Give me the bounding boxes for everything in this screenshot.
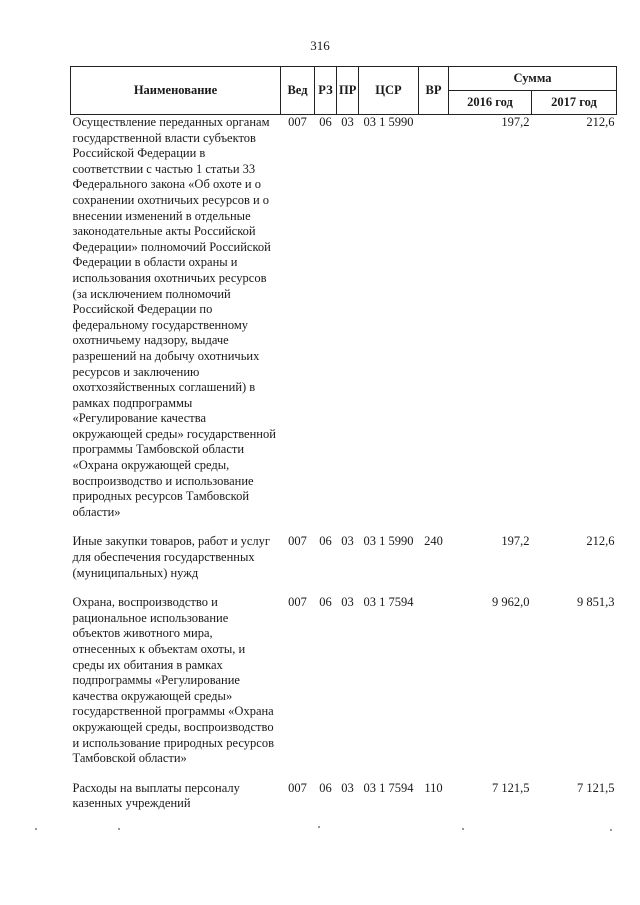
row-pr: 03 bbox=[341, 534, 354, 549]
row-ved: 007 bbox=[288, 534, 307, 549]
row-csr: 03 1 7594 bbox=[363, 780, 414, 795]
row-name: Иные закупки товаров, работ и услуг для обеспечения государственных (муниципальных) нужд bbox=[72, 534, 271, 580]
row-vr: 240 bbox=[424, 534, 443, 549]
row-name: Расходы на выплаты персоналу казенных учреждений bbox=[72, 780, 240, 811]
row-sum-2017: 212,6 bbox=[586, 534, 615, 549]
row-sum-2016: 197,2 bbox=[501, 115, 530, 129]
header-csr: ЦСР bbox=[359, 67, 419, 115]
row-pr: 03 bbox=[341, 780, 354, 795]
row-sum-2016: 197,2 bbox=[501, 534, 530, 549]
table-row bbox=[71, 532, 617, 593]
table-row bbox=[71, 779, 617, 824]
header-year-2016: 2016 год bbox=[449, 91, 532, 115]
scan-speck bbox=[35, 828, 37, 830]
table-header bbox=[71, 67, 617, 115]
row-ved: 007 bbox=[288, 595, 307, 610]
row-pr: 03 bbox=[341, 115, 354, 129]
row-sum-2017: 9 851,3 bbox=[577, 595, 615, 610]
row-csr: 03 1 7594 bbox=[363, 595, 414, 610]
row-vr bbox=[419, 593, 449, 779]
scan-speck bbox=[118, 828, 120, 830]
header-rz: РЗ bbox=[315, 67, 337, 115]
header-vr: ВР bbox=[419, 67, 449, 115]
scan-speck bbox=[462, 828, 464, 830]
header-pr: ПР bbox=[337, 67, 359, 115]
header-sum: Сумма bbox=[449, 67, 617, 91]
row-vr: 110 bbox=[424, 780, 443, 795]
header-name: Наименование bbox=[71, 67, 281, 115]
budget-table bbox=[70, 66, 617, 824]
row-rz: 06 bbox=[319, 115, 332, 129]
row-rz: 06 bbox=[319, 595, 332, 610]
page-number: 316 bbox=[310, 38, 330, 53]
row-sum-2016: 7 121,5 bbox=[492, 780, 530, 795]
header-year-2017: 2017 год bbox=[532, 91, 617, 115]
row-sum-2017: 212,6 bbox=[586, 115, 615, 129]
row-pr: 03 bbox=[341, 595, 354, 610]
row-csr: 03 1 5990 bbox=[363, 115, 414, 129]
row-sum-2016: 9 962,0 bbox=[492, 595, 530, 610]
row-sum-2017: 7 121,5 bbox=[577, 780, 615, 795]
row-vr bbox=[419, 115, 449, 533]
row-name: Охрана, воспроизводство и рациональное использование объектов животного мира, отнесенных к объектам охоты, и среды их обитания в рамках подпрограммы «Регулирование качества окружающей среды» государственной программы «Охрана окружающей среды, воспроизводство и использование природных ресурсов Тамбовской области» bbox=[72, 595, 275, 766]
header-ved: Вед bbox=[281, 67, 315, 115]
scan-speck bbox=[318, 826, 320, 828]
table-row bbox=[71, 593, 617, 779]
row-csr: 03 1 5990 bbox=[363, 534, 414, 549]
scan-specks bbox=[0, 828, 640, 829]
row-rz: 06 bbox=[319, 780, 332, 795]
row-ved: 007 bbox=[288, 780, 307, 795]
row-name: Осуществление переданных органам государственной власти субъектов Российской Федерации в соответствии с частью 1 статьи 33 Федерального закона «Об охоте и о сохранении охотничьих ресурсов и о внесении изменений в отдельные законодательные акты Российской Федерации» полномочий Российской Федерации в области охраны и использования охотничьих ресурсов (за исключением полномочий Российской Федерации по федеральному государственному охотничьему надзору, выдаче разрешений на добычу охотничьих ресурсов и заключению охотхозяйственных соглашений) в рамках подпрограммы «Регулирование качества окружающей среды» государственной программы Тамбовской области «Охрана окружающей среды, воспроизводство и использование природных ресурсов Тамбовской области» bbox=[72, 115, 276, 519]
row-ved: 007 bbox=[288, 115, 307, 129]
table-row bbox=[71, 115, 617, 533]
row-rz: 06 bbox=[319, 534, 332, 549]
scan-speck bbox=[610, 829, 612, 831]
